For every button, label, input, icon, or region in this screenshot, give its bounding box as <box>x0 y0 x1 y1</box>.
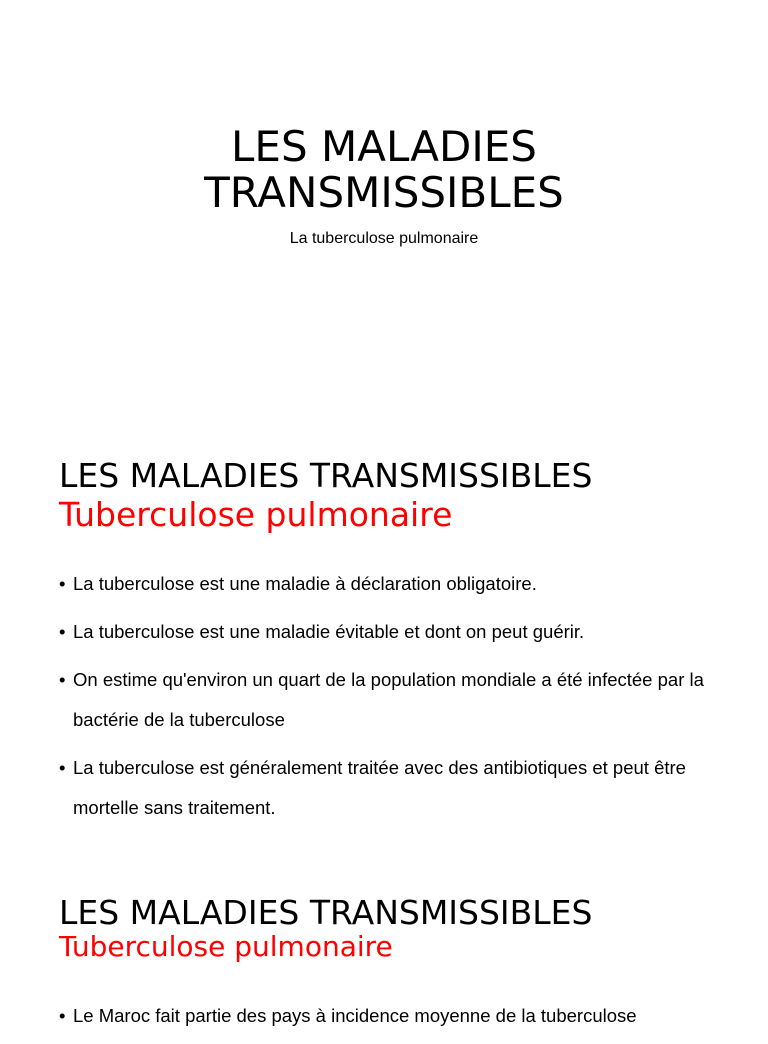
slide-subheading: Tuberculose pulmonaire <box>59 930 393 963</box>
title-slide <box>0 0 768 400</box>
bullet-item: • La tuberculose est généralement traitée avec des antibiotiques et peut être mortelle sans traitement. <box>59 748 719 828</box>
slide-subheading: Tuberculose pulmonaire <box>59 495 453 534</box>
bullet-list <box>59 996 719 1044</box>
presentation-title <box>0 124 768 216</box>
title-line-1: LES MALADIES <box>231 122 537 171</box>
content-slide-2 <box>0 875 768 1024</box>
slide-heading: LES MALADIES TRANSMISSIBLES <box>59 893 593 932</box>
bullet-item: • La tuberculose est une maladie évitable et dont on peut guérir. <box>59 612 719 652</box>
title-line-2: TRANSMISSIBLES <box>204 168 564 217</box>
bullet-item: • La tuberculose est une maladie à déclaration obligatoire. <box>59 564 719 604</box>
content-slide-1 <box>0 440 768 840</box>
bullet-item: • Le Maroc fait partie des pays à incidence moyenne de la tuberculose <box>59 996 719 1036</box>
slide-heading: LES MALADIES TRANSMISSIBLES <box>59 456 593 495</box>
presentation-subtitle: La tuberculose pulmonaire <box>289 230 479 247</box>
bullet-item: • On estime qu'environ un quart de la population mondiale a été infectée par la bactérie de la tuberculose <box>59 660 719 740</box>
bullet-list <box>59 564 719 836</box>
